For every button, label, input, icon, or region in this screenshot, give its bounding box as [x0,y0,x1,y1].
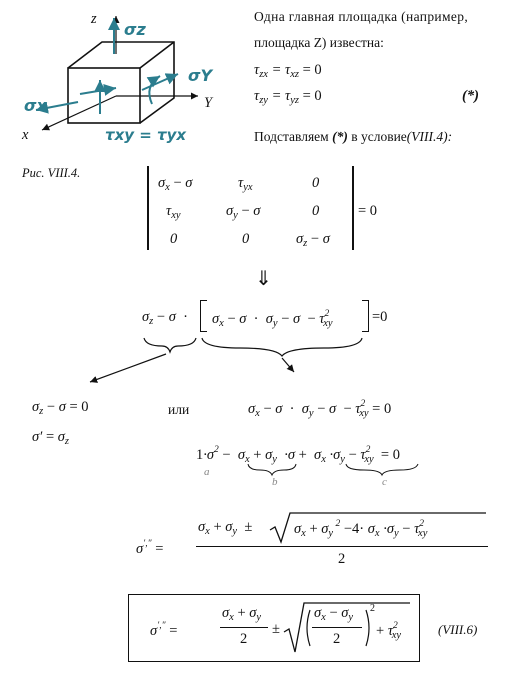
det-equals: = 0 [358,203,378,219]
result-numerator: $\sigma_x + \sigma_y$ [222,605,262,623]
substitute-marker: (*) [332,129,348,144]
factored-inner: $\sigma_x - \sigma \cdot \sigma_y - \sigma - \tau^2_{xy}$ [212,309,333,329]
eq-tau-zy: $\tau_{zy} = \tau_{yz} = 0$ [254,88,322,106]
roots-numerator: $\sigma_x + \sigma_y$ ± [198,519,253,537]
left-branch-equation: $\sigma_z - \sigma = 0$ [32,399,89,417]
intro-line-2: площадка Z) известна: [254,35,384,50]
figure-caption: Рис. VIII.4. [22,166,81,180]
result-fraction-bar [220,627,268,628]
result-inner-bar [312,627,362,628]
tau-label: τxy = τyx [105,126,187,144]
det-cell-33: $\sigma_z - \sigma$ [296,231,330,249]
result-inner-numerator: $\sigma_x - \sigma_y$ [314,605,354,623]
determinant-bar-right [352,166,354,250]
coef-label-c: c [382,476,387,488]
det-cell-12: $\tau_{yx}$ [238,175,253,193]
left-branch-root: $\sigma' = \sigma_z$ [32,429,70,447]
sqrt-content: $\sigma_x + \sigma_y$ $^2 -4\cdot \sigma_x \cdot\sigma_y - \tau^2_{xy}$ [294,519,428,539]
sigma-z-label: σz [124,20,146,39]
implies-arrow: ⇓ [255,266,272,290]
det-cell-13: 0 [312,175,320,191]
right-branch-equation: $\sigma_x - \sigma \cdot \sigma_y - \sigma - \tau^2_{xy} = 0$ [248,399,392,419]
fraction-bar [196,546,488,547]
result-plusminus: ± [272,621,280,637]
roots-denominator: 2 [338,551,346,567]
bracket-right [362,300,369,332]
result-square: 2 [370,603,375,614]
axis-x-label: x [22,127,29,143]
det-cell-21: $\tau_{xy}$ [166,203,181,221]
sigma-x-label: σx [24,96,47,115]
result-tau-term: + $\tau^2_{xy}$ [376,621,402,641]
intro-line-1: Одна главная площадка (например, [254,9,469,24]
substitute-suffix: в условие [347,129,407,144]
det-cell-31: 0 [170,231,178,247]
det-cell-32: 0 [242,231,250,247]
factored-equals: =0 [372,309,388,325]
substitute-line [254,130,452,144]
determinant-bar-left [147,166,149,250]
axis-z-label: z [91,11,97,27]
roots-lhs: σ′,″ = [136,539,164,557]
factored-equation: $\sigma_z - \sigma$ · [142,309,188,327]
substitute-ref: (VIII.4): [406,129,453,144]
result-inner-denominator: 2 [333,631,341,647]
coefficient-braces [196,462,456,482]
det-cell-11: $\sigma_x - \sigma$ [158,175,193,193]
quadratic-equation: $1\cdot\sigma^2 - \sigma_x + \sigma_y \cdot\sigma + \sigma_x \cdot\sigma_y - \tau^2_{xy} = 0$ [196,445,400,465]
split-braces [60,330,380,400]
or-word: или [168,402,190,417]
substitute-prefix: Подставляем [254,129,333,144]
result-lhs: σ′,″ = [150,621,178,639]
equation-number: (VIII.6) [438,622,478,637]
coef-label-b: b [272,476,278,488]
coef-label-a: a [204,466,210,478]
sigma-y-label: σY [188,66,213,85]
eq-marker: (*) [462,88,479,104]
axis-y-label: Y [204,95,213,111]
det-cell-23: 0 [312,203,320,219]
bracket-left [200,300,207,332]
eq-tau-zx: $\tau_{zx} = \tau_{xz} = 0$ [254,62,322,80]
result-denominator: 2 [240,631,248,647]
det-cell-22: $\sigma_y - \sigma$ [226,203,261,221]
